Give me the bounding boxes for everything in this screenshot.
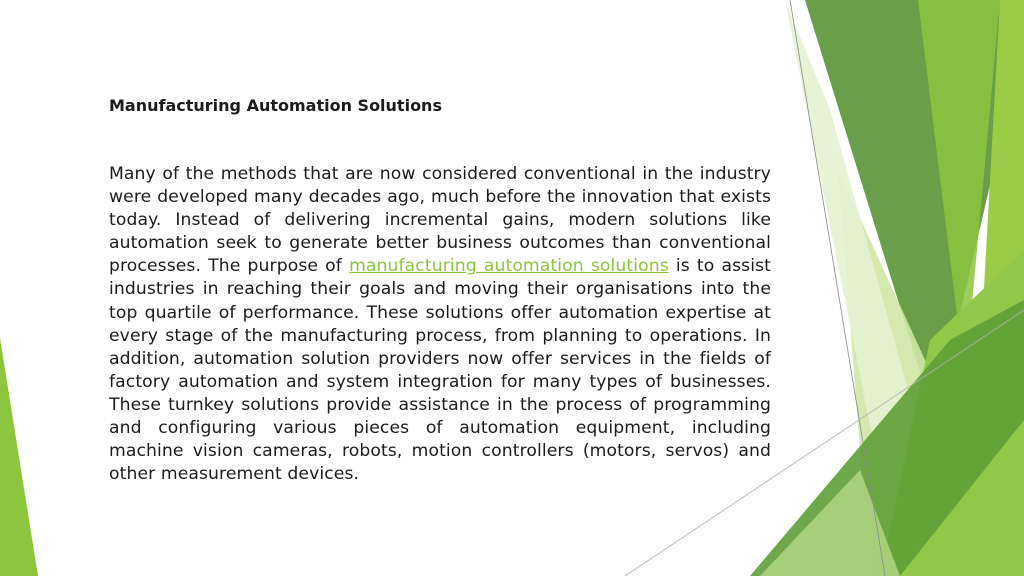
page-title: Manufacturing Automation Solutions <box>109 96 442 115</box>
paragraph-text-end: is to assist industries in reaching their goals and moving their organisations into the top quartile of performance. These solutions offer automation expertise at every stage of the manufacturing process, from planning to operations. In addition, automation solution providers now offer services in the fields of factory automation and system integration for many types of businesses. These turnkey solutions provide assistance in the process of programming and configuring various pieces of automation equipment, including machine vision cameras, robots, motion controllers (motors, servos) and other measurement devices. <box>109 256 772 485</box>
left-edge-shape <box>0 338 38 576</box>
slide-content <box>109 95 771 504</box>
manufacturing-automation-link[interactable]: manufacturing automation solutions <box>349 256 669 277</box>
body-paragraph <box>109 163 771 486</box>
paragraph-text-start: Many of the methods that are now considered conventional in the industry were developed many decades ago, much before the innovation that exists today. Instead of delivering incremental gains, modern solutions like automation seek to generate better business outcomes than conventional processes. The purpose of <box>109 164 771 277</box>
